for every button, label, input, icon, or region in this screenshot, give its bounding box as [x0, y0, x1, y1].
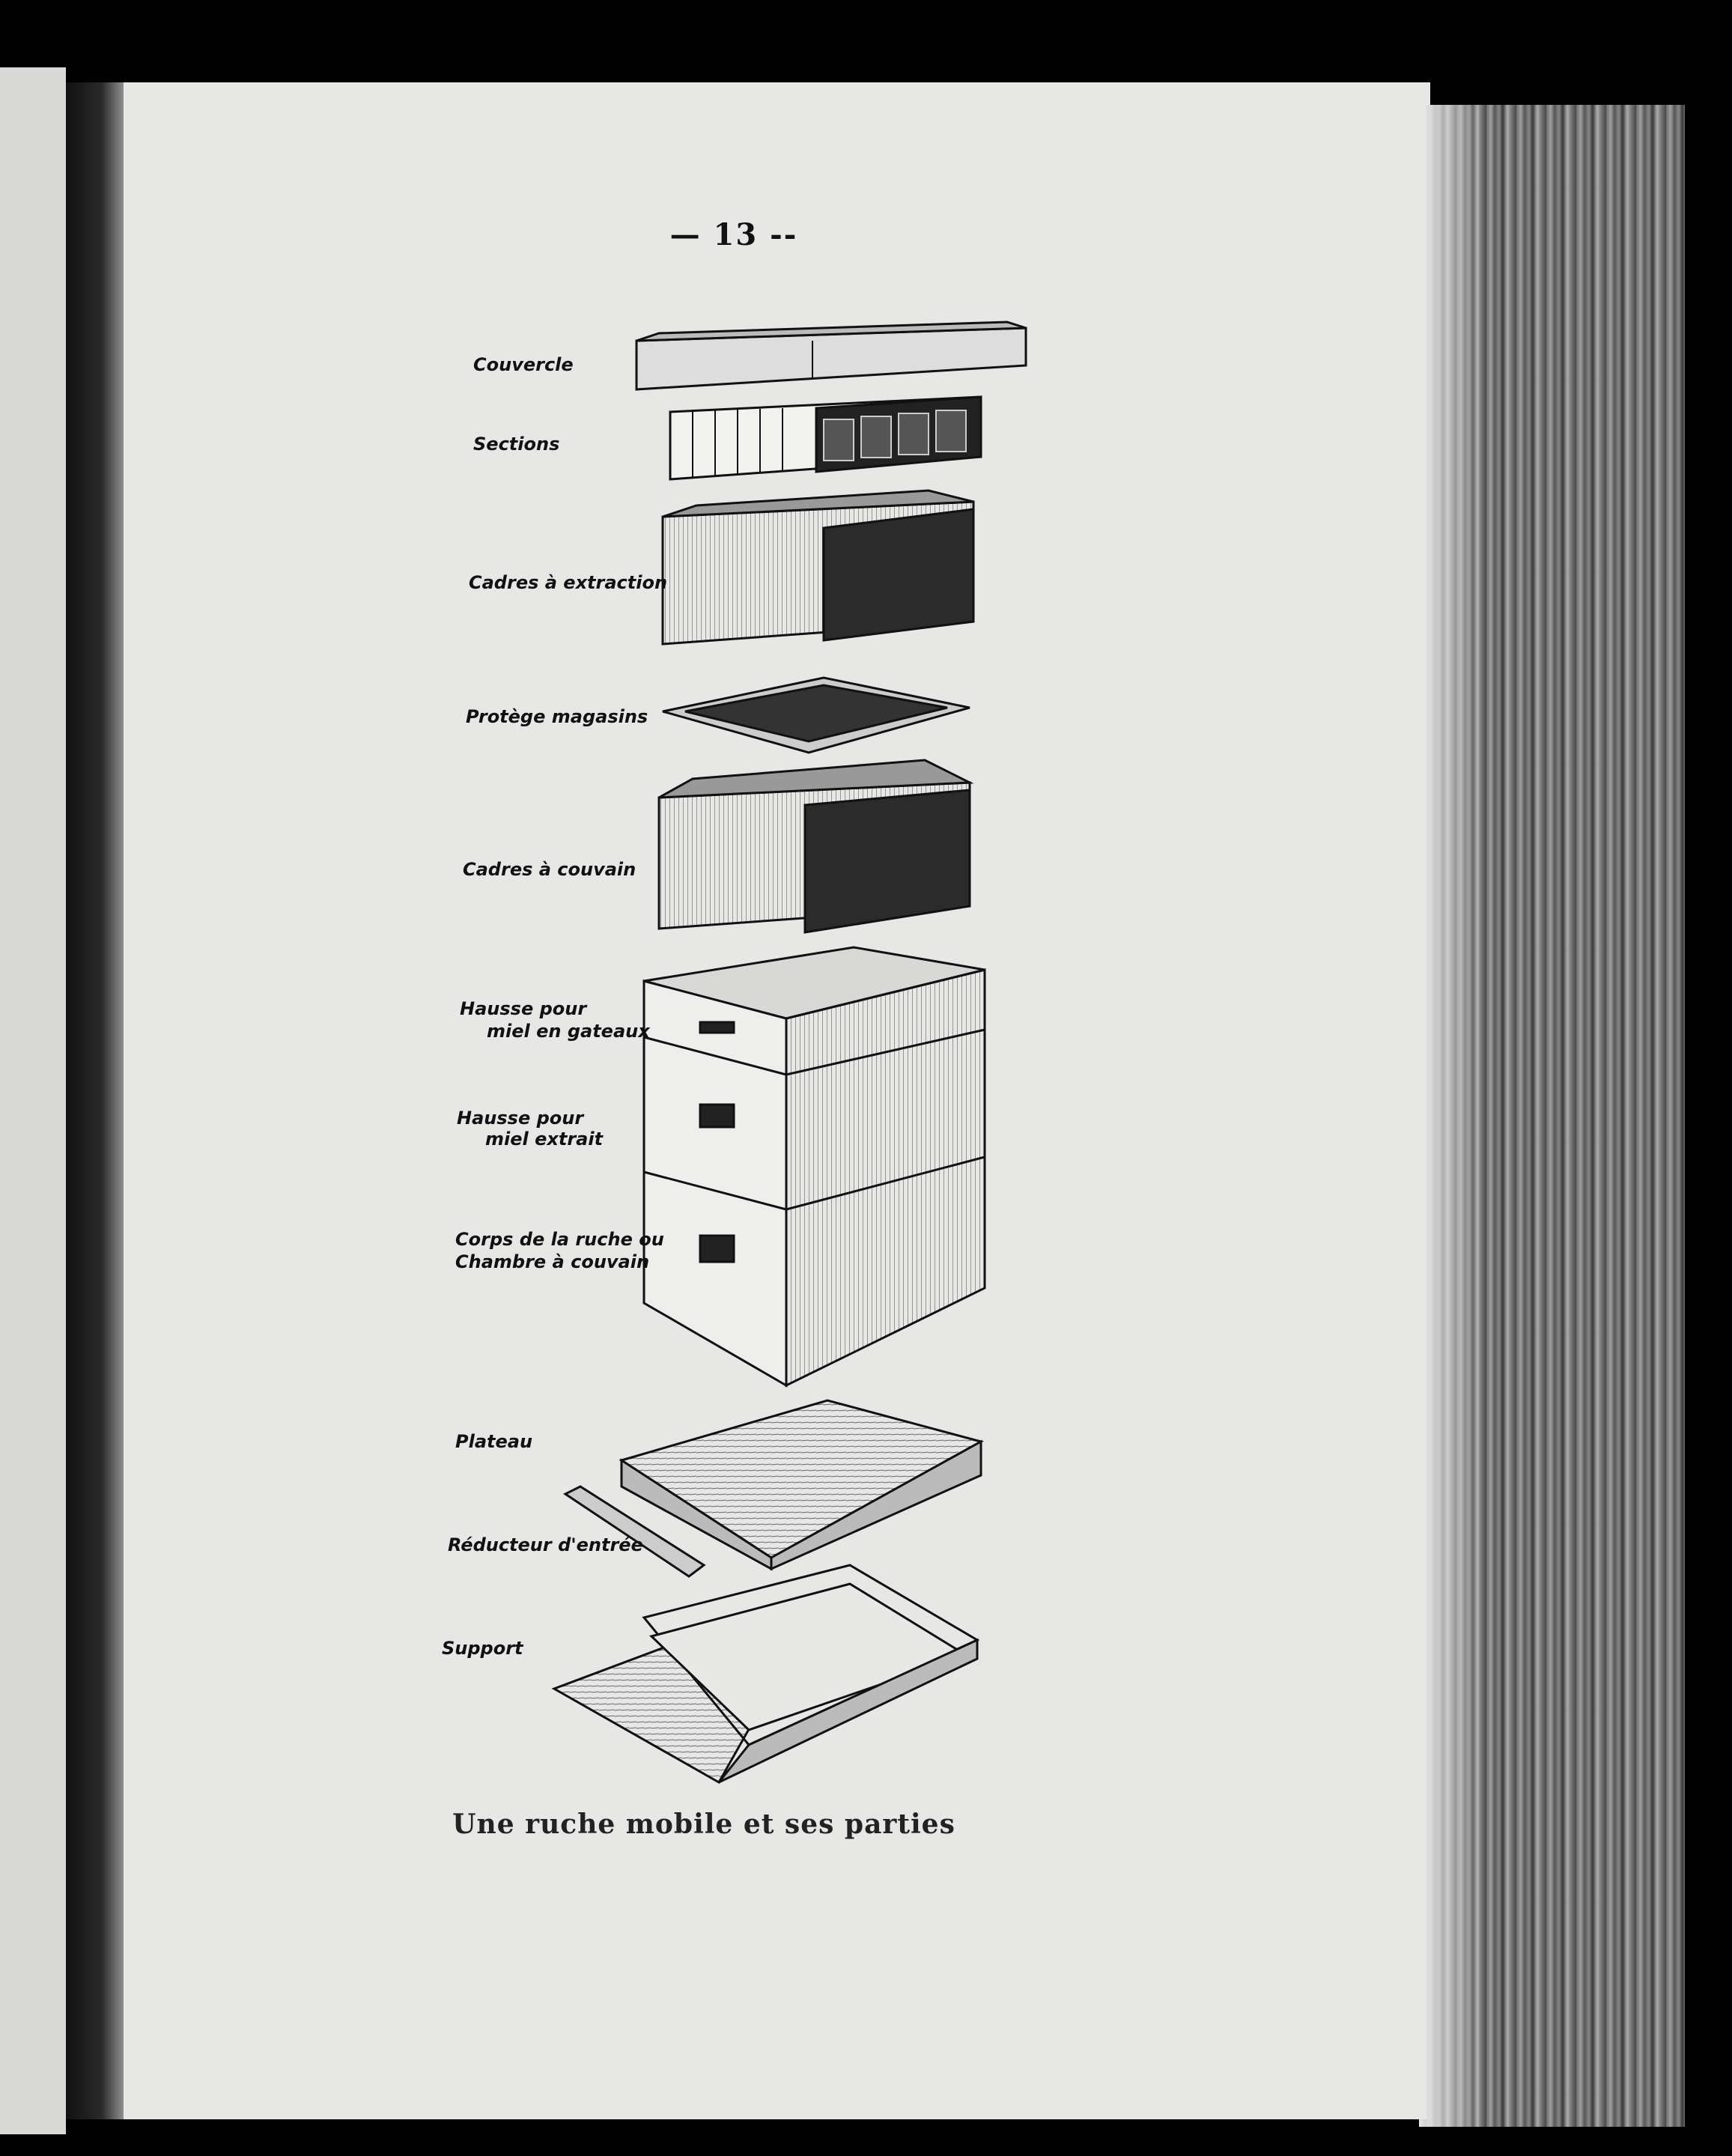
sections-part — [670, 397, 981, 479]
label-hausse-gateaux-2: miel en gateaux — [487, 1021, 650, 1042]
hive-body-stack — [644, 947, 985, 1385]
bottom-board-part — [622, 1400, 981, 1569]
label-corps-2: Chambre à couvain — [455, 1251, 650, 1272]
label-plateau: Plateau — [455, 1431, 533, 1452]
label-protege-magasins: Protège magasins — [466, 706, 648, 727]
label-corps-1: Corps de la ruche ou — [455, 1229, 664, 1250]
label-hausse-extrait-1: Hausse pour — [457, 1108, 584, 1129]
lid-part — [636, 322, 1026, 389]
extraction-frames-part — [663, 491, 973, 644]
label-reducteur: Réducteur d'entrée — [448, 1534, 643, 1555]
figure-caption: Une ruche mobile et ses parties — [452, 1809, 955, 1840]
brood-frames-part — [659, 760, 970, 932]
label-support: Support — [442, 1638, 523, 1659]
label-sections: Sections — [473, 434, 560, 455]
label-couvercle: Couvercle — [473, 354, 574, 375]
label-cadres-couvain: Cadres à couvain — [463, 859, 636, 880]
stand-part — [554, 1565, 977, 1782]
label-hausse-gateaux-1: Hausse pour — [460, 998, 587, 1019]
label-cadres-extraction: Cadres à extraction — [469, 572, 668, 593]
label-hausse-extrait-2: miel extrait — [485, 1129, 604, 1150]
queen-excluder-part — [663, 678, 970, 753]
page-number: — 13 -- — [669, 217, 798, 252]
